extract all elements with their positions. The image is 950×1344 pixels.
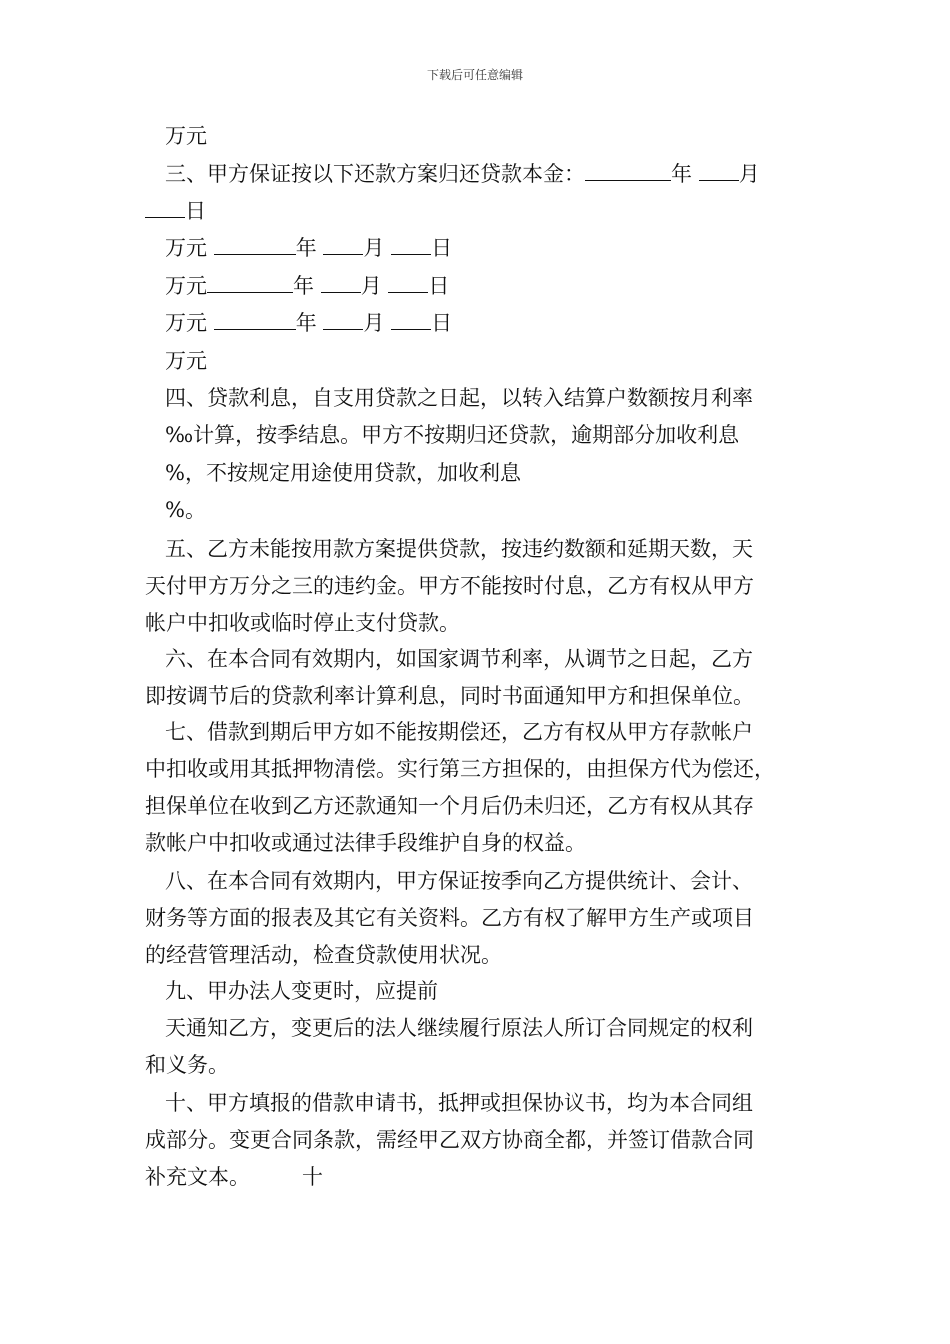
text-line: 天付甲方万分之三的违约金。甲方不能按时付息，乙方有权从甲方 bbox=[145, 574, 754, 598]
schedule-row-3 bbox=[165, 309, 452, 337]
text-line: 补充文本。 bbox=[145, 1165, 250, 1189]
day-blank bbox=[391, 309, 431, 330]
schedule-row-1 bbox=[165, 234, 452, 262]
clause-3-text: 三、甲方保证按以下还款方案归还贷款本金： bbox=[165, 162, 585, 186]
month-label: 月 bbox=[738, 162, 760, 186]
text-line: 天通知乙方，变更后的法人继续履行原法人所订合同规定的权利 bbox=[165, 1016, 753, 1040]
day-label: 日 bbox=[428, 274, 450, 298]
month-blank bbox=[323, 309, 363, 330]
year-blank bbox=[585, 160, 671, 181]
clause-3-line bbox=[165, 160, 760, 188]
text-line: 担保单位在收到乙方还款通知一个月后仍未归还，乙方有权从其存 bbox=[145, 794, 754, 818]
text-line: %。 bbox=[165, 498, 206, 522]
clause-9-line: 九、甲办法人变更时，应提前 bbox=[165, 979, 438, 1003]
text-line: 即按调节后的贷款利率计算利息，同时书面通知甲方和担保单位。 bbox=[145, 684, 754, 708]
month-blank bbox=[321, 272, 361, 293]
year-label: 年 bbox=[671, 162, 692, 186]
day-blank bbox=[388, 272, 428, 293]
clause-4-line: 四、贷款利息，自支用贷款之日起，以转入结算户数额按月利率 bbox=[165, 386, 753, 410]
day-blank bbox=[145, 197, 185, 218]
month-label: 月 bbox=[363, 311, 385, 335]
day-blank bbox=[391, 234, 431, 255]
amount-unit: 万元 bbox=[165, 236, 207, 260]
year-label: 年 bbox=[295, 311, 317, 335]
clause-10-line: 十、甲方填报的借款申请书，抵押或担保协议书，均为本合同组 bbox=[165, 1091, 753, 1115]
text-line: ‰计算，按季结息。甲方不按期归还贷款，逾期部分加收利息 bbox=[165, 423, 740, 447]
text-line: 款帐户中扣收或通过法律手段维护自身的权益。 bbox=[145, 831, 586, 855]
text-line: 财务等方面的报表及其它有关资料。乙方有权了解甲方生产或项目 bbox=[145, 906, 754, 930]
text-line: 成部分。变更合同条款，需经甲乙双方协商全都，并签订借款合同 bbox=[145, 1128, 754, 1152]
clause-7-line: 七、借款到期后甲方如不能按期偿还，乙方有权从甲方存款帐户 bbox=[165, 720, 753, 744]
trailing-numeral: 十 bbox=[302, 1165, 323, 1189]
month-label: 月 bbox=[363, 236, 385, 260]
amount-unit: 万元 bbox=[165, 274, 207, 298]
day-label: 日 bbox=[431, 311, 453, 335]
year-label: 年 bbox=[293, 274, 314, 298]
text-line: 万元 bbox=[165, 349, 207, 373]
page-header: 下载后可任意编辑 bbox=[426, 68, 523, 82]
clause-6-line: 六、在本合同有效期内，如国家调节利率，从调节之日起，乙方 bbox=[165, 647, 753, 671]
text-line: 的经营管理活动，检查贷款使用状况。 bbox=[145, 943, 502, 967]
year-blank bbox=[214, 234, 296, 255]
amount-unit: 万元 bbox=[165, 311, 207, 335]
text-line: 帐户中扣收或临时停止支付贷款。 bbox=[145, 611, 460, 635]
year-blank bbox=[207, 272, 293, 293]
day-label: 日 bbox=[185, 199, 206, 223]
day-line bbox=[145, 197, 206, 225]
month-blank bbox=[699, 160, 739, 181]
clause-8-line: 八、在本合同有效期内，甲方保证按季向乙方提供统计、会计、 bbox=[165, 869, 753, 893]
text-line: 万元 bbox=[165, 124, 207, 148]
year-blank bbox=[214, 309, 296, 330]
text-line: 中扣收或用其抵押物清偿。实行第三方担保的，由担保方代为偿还， bbox=[145, 757, 775, 781]
month-blank bbox=[323, 234, 363, 255]
day-label: 日 bbox=[431, 236, 453, 260]
clause-5-line: 五、乙方未能按用款方案提供贷款，按违约数额和延期天数，天 bbox=[165, 537, 753, 561]
month-label: 月 bbox=[360, 274, 382, 298]
schedule-row-2 bbox=[165, 272, 449, 300]
text-line: 和义务。 bbox=[145, 1053, 229, 1077]
year-label: 年 bbox=[295, 236, 317, 260]
text-line: %，不按规定用途使用贷款，加收利息 bbox=[165, 461, 521, 485]
